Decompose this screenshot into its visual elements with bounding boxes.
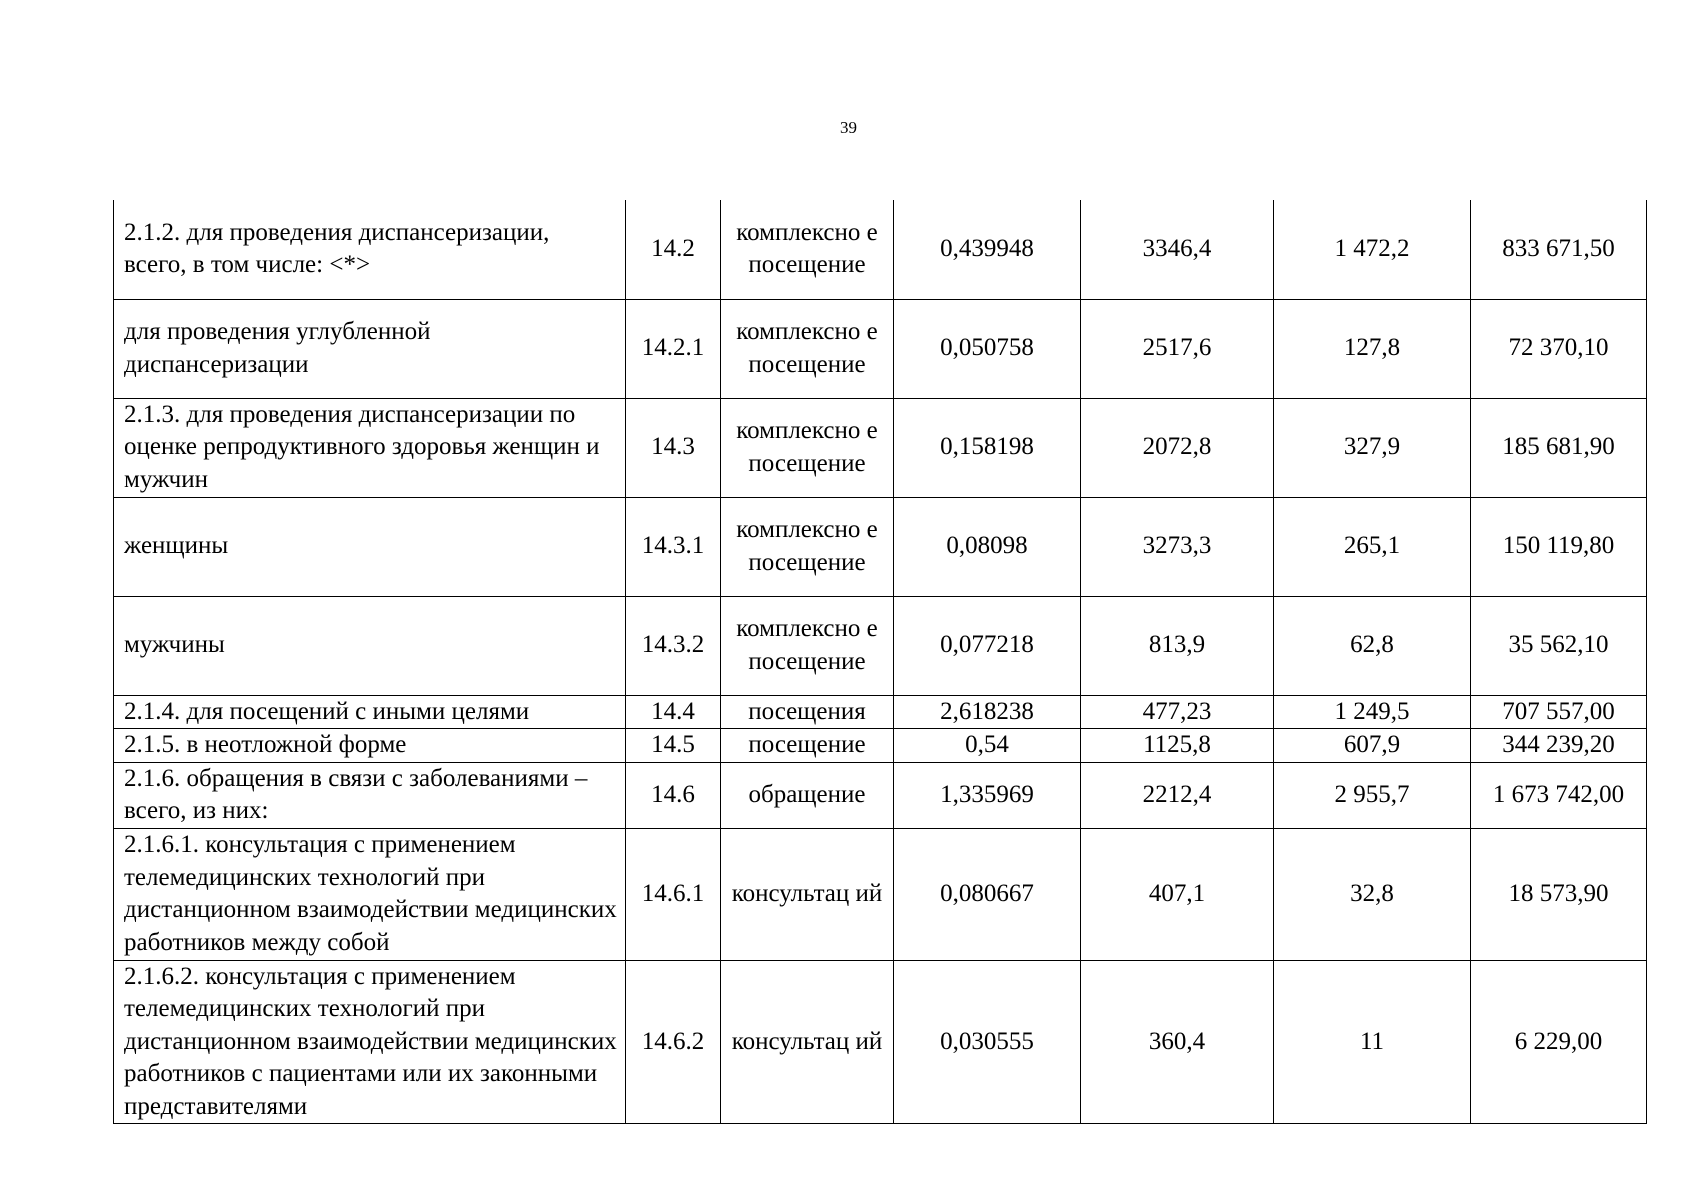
- row-cost-cell: 2517,6: [1081, 299, 1274, 398]
- row-unit-cell: консультац ий: [721, 828, 894, 960]
- row-ratio-cell: 0,439948: [894, 200, 1081, 299]
- row-cost-cell: 1125,8: [1081, 729, 1274, 763]
- row-total-cell: 185 681,90: [1471, 398, 1647, 497]
- row-name-cell: 2.1.4. для посещений с иными целями: [114, 695, 626, 729]
- row-total-cell: 72 370,10: [1471, 299, 1647, 398]
- row-name-cell: мужчины: [114, 596, 626, 695]
- row-per-capita-cell: 62,8: [1274, 596, 1471, 695]
- row-name-cell: 2.1.5. в неотложной форме: [114, 729, 626, 763]
- table-row: [114, 762, 1647, 828]
- row-cost-cell: 3273,3: [1081, 497, 1274, 596]
- row-unit-cell: посещение: [721, 729, 894, 763]
- row-per-capita-cell: 265,1: [1274, 497, 1471, 596]
- row-name-cell: 2.1.6. обращения в связи с заболеваниями – всего, из них:: [114, 762, 626, 828]
- row-cost-cell: 2212,4: [1081, 762, 1274, 828]
- row-code-cell: 14.3: [626, 398, 721, 497]
- row-ratio-cell: 0,050758: [894, 299, 1081, 398]
- row-unit-cell: посещения: [721, 695, 894, 729]
- row-ratio-cell: 0,030555: [894, 960, 1081, 1124]
- row-total-cell: 18 573,90: [1471, 828, 1647, 960]
- table-row: [114, 960, 1647, 1124]
- row-code-cell: 14.6.2: [626, 960, 721, 1124]
- row-code-cell: 14.6: [626, 762, 721, 828]
- row-total-cell: 150 119,80: [1471, 497, 1647, 596]
- row-per-capita-cell: 607,9: [1274, 729, 1471, 763]
- row-name-cell: 2.1.3. для проведения диспансеризации по оценке репродуктивного здоровья женщин и мужчин: [114, 398, 626, 497]
- row-unit-cell: комплексно е посещение: [721, 200, 894, 299]
- row-cost-cell: 407,1: [1081, 828, 1274, 960]
- row-per-capita-cell: 127,8: [1274, 299, 1471, 398]
- row-per-capita-cell: 11: [1274, 960, 1471, 1124]
- table-row: [114, 729, 1647, 763]
- table-row: [114, 497, 1647, 596]
- row-name-cell: женщины: [114, 497, 626, 596]
- row-total-cell: 344 239,20: [1471, 729, 1647, 763]
- row-code-cell: 14.2.1: [626, 299, 721, 398]
- row-code-cell: 14.6.1: [626, 828, 721, 960]
- row-total-cell: 833 671,50: [1471, 200, 1647, 299]
- table-body: [114, 200, 1647, 1124]
- row-cost-cell: 813,9: [1081, 596, 1274, 695]
- row-unit-cell: комплексно е посещение: [721, 497, 894, 596]
- row-unit-cell: комплексно е посещение: [721, 398, 894, 497]
- data-table: [113, 200, 1647, 1124]
- row-ratio-cell: 1,335969: [894, 762, 1081, 828]
- table-row: [114, 828, 1647, 960]
- row-name-cell: 2.1.2. для проведения диспансеризации, всего, в том числе: <*>: [114, 200, 626, 299]
- row-total-cell: 1 673 742,00: [1471, 762, 1647, 828]
- row-per-capita-cell: 32,8: [1274, 828, 1471, 960]
- row-total-cell: 35 562,10: [1471, 596, 1647, 695]
- row-cost-cell: 477,23: [1081, 695, 1274, 729]
- row-per-capita-cell: 327,9: [1274, 398, 1471, 497]
- row-per-capita-cell: 1 472,2: [1274, 200, 1471, 299]
- row-ratio-cell: 0,08098: [894, 497, 1081, 596]
- row-unit-cell: обращение: [721, 762, 894, 828]
- table-row: [114, 200, 1647, 299]
- row-unit-cell: комплексно е посещение: [721, 596, 894, 695]
- row-code-cell: 14.5: [626, 729, 721, 763]
- row-per-capita-cell: 2 955,7: [1274, 762, 1471, 828]
- row-ratio-cell: 2,618238: [894, 695, 1081, 729]
- row-ratio-cell: 0,54: [894, 729, 1081, 763]
- row-cost-cell: 2072,8: [1081, 398, 1274, 497]
- row-name-cell: 2.1.6.2. консультация с применением телемедицинских технологий при дистанционном взаимодействии медицинских работников с пациентами или их законными представителями: [114, 960, 626, 1124]
- table-row: [114, 695, 1647, 729]
- row-code-cell: 14.4: [626, 695, 721, 729]
- row-unit-cell: комплексно е посещение: [721, 299, 894, 398]
- row-ratio-cell: 0,080667: [894, 828, 1081, 960]
- row-cost-cell: 360,4: [1081, 960, 1274, 1124]
- row-name-cell: для проведения углубленной диспансеризации: [114, 299, 626, 398]
- row-ratio-cell: 0,158198: [894, 398, 1081, 497]
- row-code-cell: 14.3.2: [626, 596, 721, 695]
- table-row: [114, 596, 1647, 695]
- page-number: 39: [840, 118, 857, 137]
- row-per-capita-cell: 1 249,5: [1274, 695, 1471, 729]
- row-name-cell: 2.1.6.1. консультация с применением телемедицинских технологий при дистанционном взаимодействии медицинских работников между собой: [114, 828, 626, 960]
- row-code-cell: 14.2: [626, 200, 721, 299]
- table-row: [114, 299, 1647, 398]
- row-total-cell: 6 229,00: [1471, 960, 1647, 1124]
- row-cost-cell: 3346,4: [1081, 200, 1274, 299]
- table-row: [114, 398, 1647, 497]
- row-ratio-cell: 0,077218: [894, 596, 1081, 695]
- row-unit-cell: консультац ий: [721, 960, 894, 1124]
- row-total-cell: 707 557,00: [1471, 695, 1647, 729]
- row-code-cell: 14.3.1: [626, 497, 721, 596]
